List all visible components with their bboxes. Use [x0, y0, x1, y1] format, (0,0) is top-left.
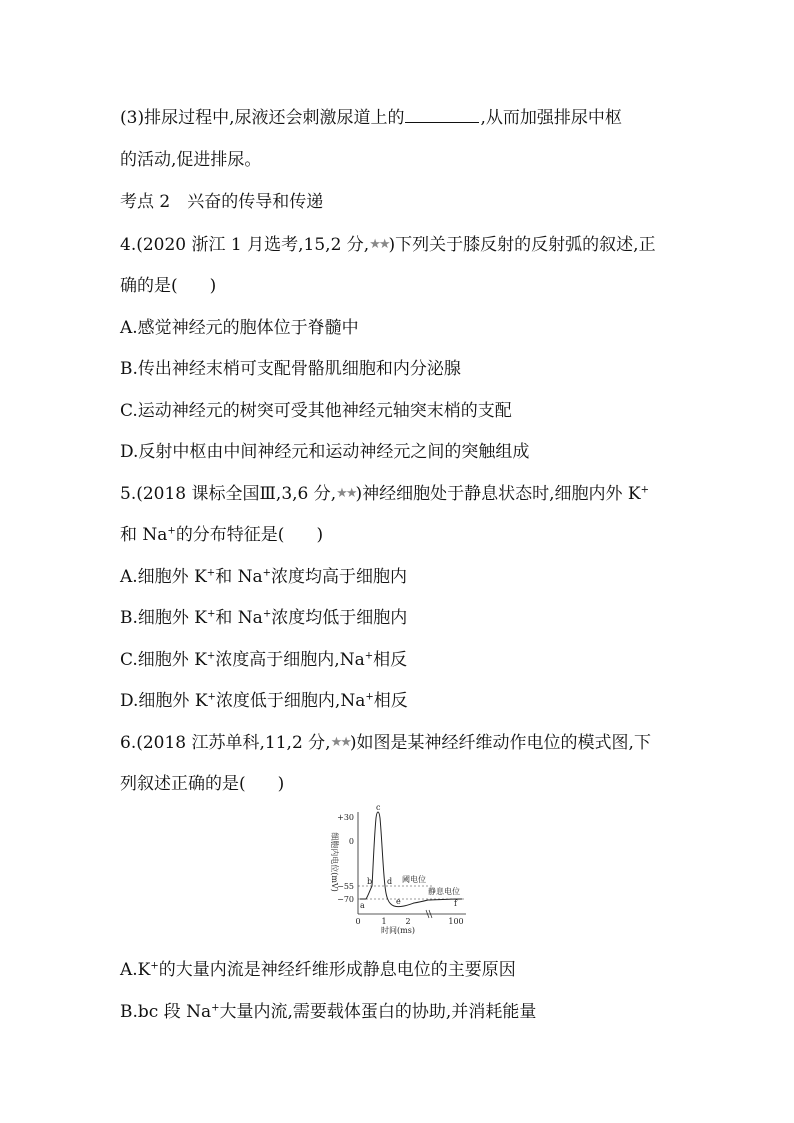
q5-stem-text: )神经细胞处于静息状态时,细胞内外 K: [355, 484, 641, 504]
q5-option-c: [120, 649, 407, 671]
option-text: B.细胞外 K: [120, 608, 208, 628]
q6-source: 6.(2018 江苏单科,11,2 分,: [120, 733, 331, 753]
point-label-a: a: [360, 901, 365, 910]
option-text: 大量内流,需要载体蛋白的协助,并消耗能量: [219, 1002, 537, 1022]
y-axis-label: 细胞内电位(mV): [330, 832, 339, 892]
difficulty-star-icon: ★★: [369, 237, 389, 252]
option-text: C.细胞外 K: [120, 650, 207, 670]
resting-label: 静息电位: [428, 887, 460, 896]
q4-option-b: B.传出神经末梢可支配骨骼肌细胞和内分泌腺: [120, 359, 461, 379]
option-text: D.细胞外 K: [120, 691, 208, 711]
y-tick-label: −70: [337, 895, 354, 904]
point-label-c: c: [376, 803, 381, 812]
option-text: A.K: [120, 960, 151, 980]
superscript-plus: +: [211, 1002, 220, 1014]
q4-paren-close: ): [209, 276, 217, 296]
q6-stem-line-2: [120, 773, 284, 795]
q5-option-b: [120, 607, 407, 629]
x-axis-label: 时间(ms): [381, 926, 415, 935]
q4-stem-line-1: [120, 234, 656, 258]
superscript-plus: +: [364, 650, 374, 662]
superscript-plus: +: [167, 525, 176, 537]
y-tick-label: +30: [337, 813, 354, 822]
q5-source: 5.(2018 课标全国Ⅲ,3,6 分,: [120, 484, 337, 504]
difficulty-star-icon: ★★: [336, 486, 356, 501]
option-text: 浓度均低于细胞内: [271, 608, 408, 628]
x-tick-label: 2: [405, 917, 411, 926]
x-tick-label: 100: [448, 917, 464, 926]
q3-line-2: 的活动,促进排尿。: [120, 150, 262, 170]
q5-paren-close: ): [316, 525, 324, 545]
q6-stem-text: )如图是某神经纤维动作电位的模式图,下: [349, 733, 651, 753]
q4-stem-text: )下列关于膝反射的反射弧的叙述,正: [388, 235, 656, 255]
q4-stem-line-2: [120, 275, 216, 297]
superscript-plus: +: [262, 567, 271, 579]
superscript-plus: +: [262, 608, 272, 620]
q5-stem-na: 和 Na: [120, 525, 168, 545]
difficulty-star-icon: ★★: [330, 735, 350, 750]
q5-stem-line-1: [120, 483, 649, 507]
option-text: 浓度低于细胞内,Na: [215, 691, 366, 711]
option-text: A.细胞外 K: [120, 567, 207, 587]
option-text: 浓度均高于细胞内: [271, 567, 407, 587]
q3-text-after: ,从而加强排尿中枢: [480, 108, 622, 128]
q5-stem-end: 的分布特征是(: [175, 525, 285, 545]
option-text: 的大量内流是神经纤维形成静息电位的主要原因: [158, 960, 516, 980]
threshold-label: 阈电位: [402, 875, 426, 884]
q6-option-a: [120, 959, 516, 981]
q6-option-b: [120, 1001, 536, 1023]
q6-paren-close: ): [277, 774, 285, 794]
option-text: B.bc 段 Na: [120, 1002, 212, 1022]
option-text: 相反: [373, 650, 408, 670]
superscript-plus: +: [206, 650, 216, 662]
q6-stem-end: 列叙述正确的是(: [120, 774, 246, 794]
superscript-plus: +: [207, 608, 216, 620]
superscript-plus: +: [206, 567, 216, 579]
q3-line-1: [120, 107, 622, 129]
point-label-b: b: [367, 877, 373, 886]
superscript-plus: +: [207, 691, 216, 703]
q5-option-d: [120, 690, 408, 712]
q5-option-a: [120, 566, 407, 588]
option-text: 相反: [373, 691, 408, 711]
superscript-plus: +: [150, 960, 159, 972]
y-tick-label: −55: [337, 882, 354, 891]
action-potential-figure: [316, 800, 476, 935]
q5-stem-line-2: [120, 524, 323, 546]
section-title: 考点 2 兴奋的传导和传递: [120, 192, 324, 212]
point-label-d: d: [387, 877, 393, 886]
q3-text-before: (3)排尿过程中,尿液还会刺激尿道上的: [120, 108, 405, 128]
option-text: 浓度高于细胞内,Na: [215, 650, 365, 670]
q4-source: 4.(2020 浙江 1 月选考,15,2 分,: [120, 235, 370, 255]
q4-option-c: C.运动神经元的树突可受其他神经元轴突末梢的支配: [120, 401, 512, 421]
x-tick-label: 0: [355, 917, 361, 926]
superscript-plus: +: [640, 484, 650, 496]
superscript-plus: +: [365, 691, 374, 703]
point-label-f: f: [454, 899, 457, 908]
option-text: 和 Na: [215, 567, 263, 587]
q4-option-a: A.感觉神经元的胞体位于脊髓中: [120, 318, 359, 338]
y-tick-label: 0: [348, 837, 354, 846]
point-label-e: e: [396, 897, 401, 906]
x-tick-label: 1: [381, 917, 387, 926]
q6-stem-line-1: [120, 732, 651, 756]
q4-stem-end: 确的是(: [120, 276, 178, 296]
action-potential-diagram: [316, 800, 476, 935]
q4-option-d: D.反射中枢由中间神经元和运动神经元之间的突触组成: [120, 442, 530, 462]
option-text: 和 Na: [215, 608, 263, 628]
answer-blank[interactable]: [405, 108, 479, 123]
